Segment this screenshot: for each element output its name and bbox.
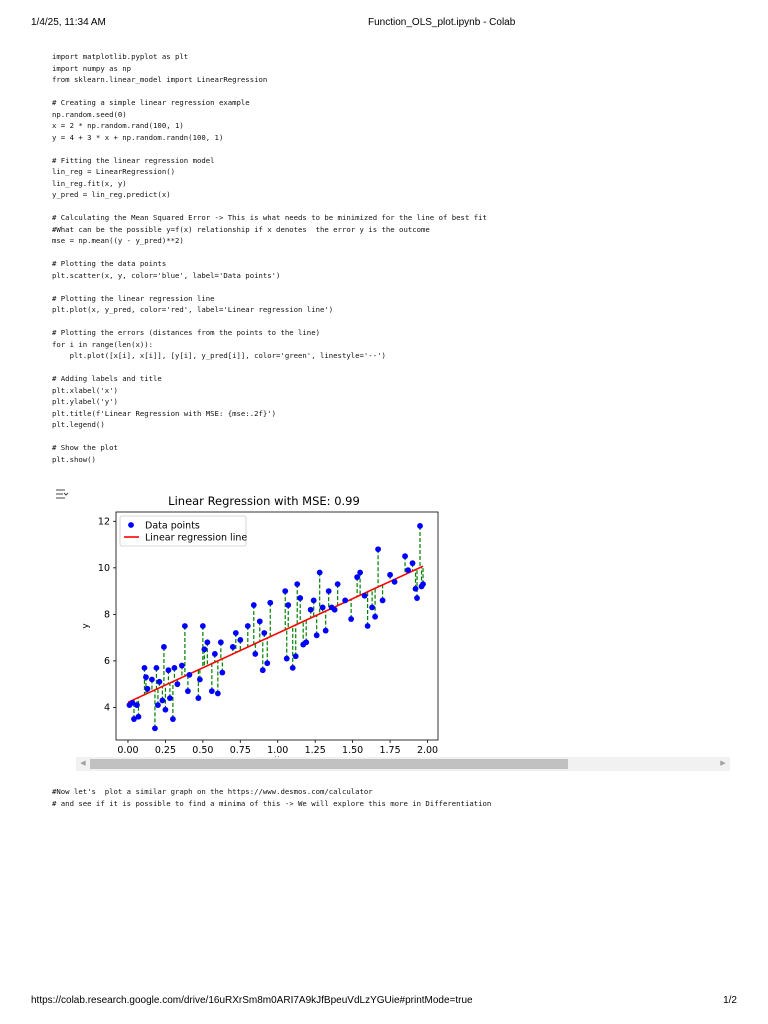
data-point xyxy=(160,698,166,704)
code-line: # Plotting the data points xyxy=(52,259,167,268)
data-point xyxy=(420,581,426,587)
data-point xyxy=(215,691,221,697)
data-point xyxy=(387,572,393,578)
data-point xyxy=(260,667,266,673)
data-point xyxy=(303,639,309,645)
code-line: np.random.seed(0) xyxy=(52,109,127,119)
code-line xyxy=(52,431,487,443)
data-point xyxy=(197,677,203,683)
data-point xyxy=(335,581,341,587)
code-line: #Now let's plot a similar graph on the https://www.desmos.com/calculator xyxy=(52,787,373,796)
x-tick-label: 0.00 xyxy=(117,745,139,756)
data-point xyxy=(317,570,323,576)
data-point xyxy=(212,651,218,657)
code-cell[interactable] xyxy=(52,51,487,465)
data-point xyxy=(161,644,167,650)
data-point xyxy=(245,623,251,629)
data-point xyxy=(195,695,201,701)
code-line: # and see if it is possible to find a minima of this -> We will explore this more in Differentiation xyxy=(52,798,492,808)
code-line: plt.plot([x[i], x[i]], [y[i], y_pred[i]], color='green', linestyle='--') xyxy=(52,351,386,360)
y-axis-label: y xyxy=(82,623,91,629)
chart-title: Linear Regression with MSE: 0.99 xyxy=(168,494,360,508)
data-point xyxy=(163,707,169,713)
data-point xyxy=(264,660,270,666)
data-point xyxy=(267,600,273,606)
data-point xyxy=(362,593,368,599)
legend xyxy=(120,516,247,546)
data-point xyxy=(290,665,296,671)
data-point xyxy=(237,637,243,643)
data-point xyxy=(413,586,419,592)
code-line: y_pred = lin_reg.predict(x) xyxy=(52,190,171,199)
data-point xyxy=(219,670,225,676)
data-point xyxy=(170,716,176,722)
data-point xyxy=(142,665,148,671)
code-line xyxy=(52,201,487,213)
data-point xyxy=(314,632,320,638)
data-point xyxy=(405,567,411,573)
y-tick-label: 4 xyxy=(103,702,110,714)
scrollbar-thumb[interactable] xyxy=(90,759,568,769)
print-url: https://colab.research.google.com/drive/16uRXrSm8m0ARI7A9kJfBpeuVdLzYGUie#printMode=true xyxy=(31,995,473,1006)
data-point xyxy=(136,714,142,720)
data-point xyxy=(285,602,291,608)
data-point xyxy=(252,651,258,657)
code-line: plt.scatter(x, y, color='blue', label='Data points') xyxy=(52,270,281,280)
print-doc-title: Function_OLS_plot.ipynb - Colab xyxy=(368,17,516,28)
x-tick-label: 0.50 xyxy=(192,745,214,756)
x-tick-label: 1.00 xyxy=(267,745,289,756)
print-page-number: 1/2 xyxy=(723,995,737,1006)
data-point xyxy=(357,570,363,576)
regression-plot-svg xyxy=(82,490,448,760)
data-point xyxy=(233,630,239,636)
regression-line-group xyxy=(128,566,423,702)
code-line xyxy=(52,281,487,293)
code-line: y = 4 + 3 * x + np.random.randn(100, 1) xyxy=(52,132,224,142)
data-point xyxy=(402,553,408,559)
code-line xyxy=(52,247,487,259)
code-line: # Plotting the errors (distances from the points to the line) xyxy=(52,328,320,337)
scroll-left-icon[interactable]: ◀ xyxy=(80,760,86,767)
code-line: # Adding labels and title xyxy=(52,374,162,383)
data-point xyxy=(284,656,290,662)
data-point xyxy=(380,598,386,604)
code-line: plt.show() xyxy=(52,454,96,464)
data-point xyxy=(282,588,288,594)
data-point xyxy=(293,653,299,659)
print-header xyxy=(31,17,737,31)
code-line: for i in range(len(x)): xyxy=(52,339,154,349)
output-settings-icon[interactable] xyxy=(55,487,69,499)
data-points xyxy=(127,520,426,731)
code-line: plt.legend() xyxy=(52,420,105,429)
data-point xyxy=(323,628,329,634)
data-point xyxy=(152,725,158,731)
data-point xyxy=(175,681,181,687)
x-tick-label: 0.75 xyxy=(229,745,251,756)
data-point xyxy=(251,602,257,608)
x-tick-label: 1.25 xyxy=(304,745,326,756)
data-point xyxy=(308,607,314,613)
data-point xyxy=(200,623,206,629)
code-line: import numpy as np xyxy=(52,63,132,73)
code-line xyxy=(52,362,487,374)
data-point xyxy=(172,665,178,671)
y-tick-label: 10 xyxy=(97,563,110,575)
data-point xyxy=(204,639,210,645)
code-line: x = 2 * np.random.rand(100, 1) xyxy=(52,121,184,130)
data-point xyxy=(326,588,332,594)
code-line: # Fitting the linear regression model xyxy=(52,155,215,165)
code-line: plt.ylabel('y') xyxy=(52,397,118,406)
code-line: # Creating a simple linear regression example xyxy=(52,98,250,107)
code-line: from sklearn.linear_model import LinearRegression xyxy=(52,75,268,84)
code-line: mse = np.mean((y - y_pred)**2) xyxy=(52,236,184,245)
data-point xyxy=(145,686,151,692)
x-tick-label: 0.25 xyxy=(154,745,177,756)
regression-line xyxy=(128,566,423,702)
code-line: lin_reg = LinearRegression() xyxy=(52,167,176,176)
code-line: import matplotlib.pyplot as plt xyxy=(52,52,189,61)
horizontal-scrollbar[interactable] xyxy=(76,757,730,771)
data-point xyxy=(392,579,398,585)
regression-plot xyxy=(82,490,448,760)
code-line: # Show the plot xyxy=(52,443,118,452)
legend-label-points: Data points xyxy=(145,520,200,532)
data-point xyxy=(155,702,161,708)
data-point xyxy=(365,623,371,629)
legend-marker-points xyxy=(128,522,134,528)
data-point xyxy=(372,614,378,620)
data-point xyxy=(167,695,173,701)
data-point xyxy=(166,667,172,673)
code-line xyxy=(52,143,487,155)
data-point xyxy=(257,618,263,624)
data-point xyxy=(186,672,192,678)
data-point xyxy=(209,688,215,694)
code-line xyxy=(52,316,487,328)
data-point xyxy=(375,546,381,552)
y-tick-label: 8 xyxy=(103,609,110,621)
x-tick-label: 1.75 xyxy=(379,745,401,756)
x-tick-label: 2.00 xyxy=(416,745,439,756)
print-footer xyxy=(31,995,737,1009)
data-point xyxy=(410,560,416,566)
data-point xyxy=(201,646,207,652)
data-point xyxy=(157,679,163,685)
x-tick-label: 1.50 xyxy=(342,745,364,756)
scroll-right-icon[interactable]: ▶ xyxy=(720,760,726,767)
data-point xyxy=(414,595,420,601)
code-line: plt.xlabel('x') xyxy=(52,385,118,395)
code-line: # Calculating the Mean Squared Error -> This is what needs to be minimized for the line of best fit xyxy=(52,213,487,222)
data-point xyxy=(332,607,338,613)
code-line: lin_reg.fit(x, y) xyxy=(52,178,127,188)
code-cell-comments[interactable] xyxy=(52,786,491,809)
error-lines xyxy=(129,526,423,728)
code-line: plt.title(f'Linear Regression with MSE: {mse:.2f}') xyxy=(52,408,277,418)
data-point xyxy=(417,523,423,529)
data-point xyxy=(320,604,326,610)
print-datetime: 1/4/25, 11:34 AM xyxy=(31,17,106,28)
y-tick-label: 12 xyxy=(97,516,110,528)
data-point xyxy=(218,639,224,645)
y-tick-label: 6 xyxy=(103,656,110,668)
data-point xyxy=(185,688,191,694)
data-point xyxy=(348,616,354,622)
data-point xyxy=(149,677,155,683)
legend-label-line: Linear regression line xyxy=(145,532,248,544)
data-point xyxy=(143,674,149,680)
data-point xyxy=(154,665,160,671)
data-point xyxy=(311,598,317,604)
data-point xyxy=(369,604,375,610)
data-point xyxy=(179,663,185,669)
data-point xyxy=(134,702,140,708)
data-point xyxy=(297,595,303,601)
data-point xyxy=(230,644,236,650)
code-line: # Plotting the linear regression line xyxy=(52,293,215,303)
code-line: #What can be the possible y=f(x) relationship if x denotes the error y is the outcome xyxy=(52,224,430,234)
data-point xyxy=(342,598,348,604)
code-line: plt.plot(x, y_pred, color='red', label='Linear regression line') xyxy=(52,305,334,314)
data-point xyxy=(182,623,188,629)
code-line xyxy=(52,86,487,98)
data-point xyxy=(294,581,300,587)
data-point xyxy=(261,630,267,636)
